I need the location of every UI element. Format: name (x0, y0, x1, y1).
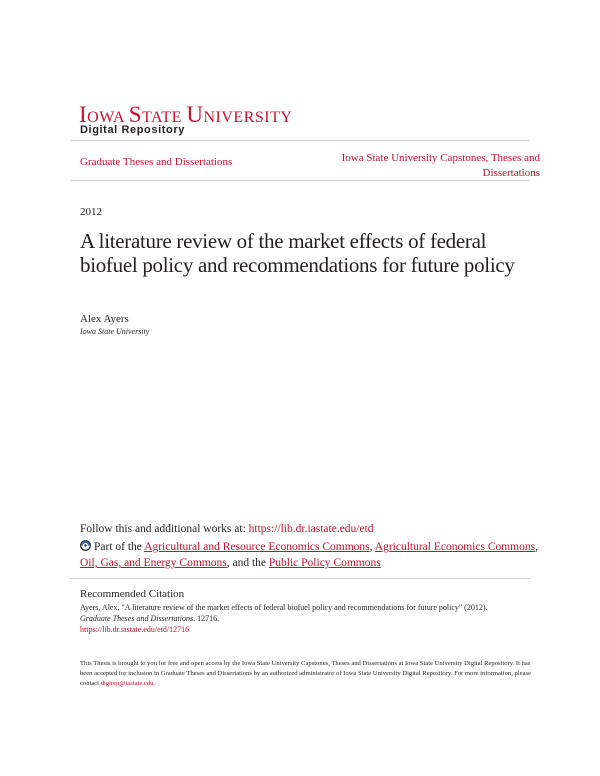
series-link-right[interactable]: Iowa State University Capstones, Theses and Dissertations (341, 152, 540, 179)
citation-number: . 12716. (193, 614, 220, 623)
author-affiliation: Iowa State University (80, 327, 150, 336)
citation-journal: Graduate Theses and Dissertations (80, 614, 194, 623)
thesis-title: A literature review of the market effects of federal biofuel policy and recommendations for future policy (80, 229, 515, 277)
author-name: Alex Ayers (80, 313, 129, 325)
commons-link[interactable]: Oil, Gas, and Energy Commons (80, 557, 227, 569)
top-divider (70, 140, 530, 141)
follow-prefix: Follow this and additional works at: (80, 523, 249, 535)
contact-email-link[interactable]: digirep@iastate.edu (100, 680, 154, 687)
publication-year: 2012 (80, 206, 102, 218)
separator: , (369, 541, 375, 553)
notice-text: This Thesis is brought to you for free and open access by the Iowa State University Capstones, Theses and Dissertations at Iowa State University Digital Repository. It has been accepted for inclusion in Graduate Theses and Dissertations by an authorized administrator of Iowa State University Digital Repository. For more information, please contact (80, 660, 531, 687)
recommended-citation-heading: Recommended Citation (80, 588, 185, 600)
commons-link[interactable]: Agricultural Economics Commons (374, 541, 536, 553)
commons-link[interactable]: Agricultural and Resource Economics Commons (144, 541, 370, 553)
access-notice (80, 659, 540, 689)
citation-text (80, 602, 540, 635)
citation-link[interactable]: https://lib.dr.iastate.edu/etd/12716 (80, 625, 190, 634)
citation-divider (70, 578, 530, 579)
open-access-icon (80, 540, 91, 556)
separator: , (535, 541, 538, 553)
part-of-prefix: Part of the (94, 541, 145, 553)
citation-line: Ayers, Alex, "A literature review of the market effects of federal biofuel policy and recommendations for future policy" (2012). (80, 603, 488, 612)
follow-line (80, 523, 374, 535)
repository-subtitle: Digital Repository (80, 124, 185, 136)
university-logo-title: IOWA STATE UNIVERSITY (79, 102, 293, 127)
separator: , and the (226, 557, 269, 569)
series-divider (70, 180, 530, 181)
commons-link[interactable]: Public Policy Commons (268, 557, 381, 569)
notice-end: . (153, 680, 156, 687)
part-of-commons (80, 540, 540, 571)
etd-link[interactable]: https://lib.dr.iastate.edu/etd (248, 523, 374, 535)
series-link-left[interactable]: Graduate Theses and Dissertations (80, 156, 233, 168)
